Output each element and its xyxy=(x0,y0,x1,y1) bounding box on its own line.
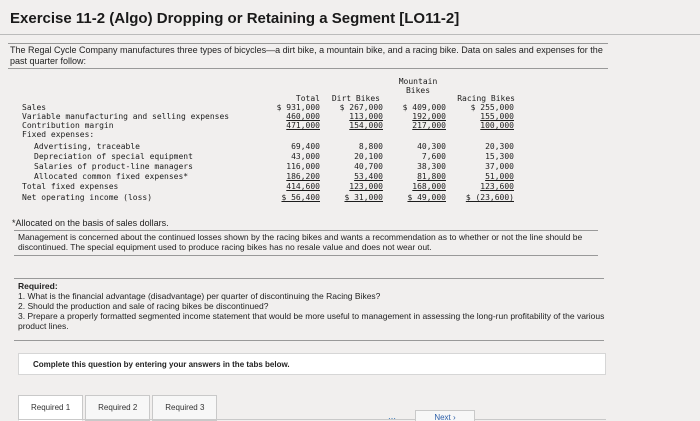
cell-dirt-sales: $ 267,000 xyxy=(339,103,383,112)
cell-total-depreciation: 43,000 xyxy=(291,152,320,161)
col-header-dirt: Dirt Bikes xyxy=(331,94,380,103)
col-header-total: Total xyxy=(295,94,320,103)
management-text: Management is concerned about the continued losses shown by the racing bikes and wants a recommendation as to whether or not the line should be discontinued. The special equipment used to produce racing bikes has no resale value and does not wear out. xyxy=(18,232,583,252)
tab-required-1[interactable]: Required 1 xyxy=(18,395,83,421)
cell-racing-contribution: 100,000 xyxy=(480,121,514,130)
cell-dirt-contribution: 154,000 xyxy=(349,121,383,130)
cell-racing-total-fixed: 123,600 xyxy=(480,182,514,191)
intro-text: The Regal Cycle Company manufactures three types of bicycles—a dirt bike, a mountain bike, and a racing bike. Data on sales and expenses for the past quarter follow: xyxy=(10,45,603,66)
cell-dirt-allocated: 53,400 xyxy=(354,172,383,181)
cell-total-advertising: 69,400 xyxy=(291,142,320,151)
cell-racing-sales: $ 255,000 xyxy=(470,103,514,112)
cell-mountain-allocated: 81,800 xyxy=(417,172,446,181)
row-label-allocated: Allocated common fixed expenses* xyxy=(34,172,189,181)
cell-total-total-fixed: 414,600 xyxy=(286,182,320,191)
required-section xyxy=(18,281,608,331)
page-title: Exercise 11-2 (Algo) Dropping or Retaining a Segment [LO11-2] xyxy=(10,10,460,27)
cell-dirt-variable: 113,000 xyxy=(349,112,383,121)
chevron-right-icon: › xyxy=(453,413,456,421)
cell-dirt-total-fixed: 123,000 xyxy=(349,182,383,191)
required-item-2: 2. Should the production and sale of racing bikes be discontinued? xyxy=(18,301,269,311)
cell-mountain-noi: $ 49,000 xyxy=(407,193,446,202)
row-label-fixed: Fixed expenses: xyxy=(22,130,95,139)
cell-racing-salaries: 37,000 xyxy=(485,162,514,171)
footnote: *Allocated on the basis of sales dollars. xyxy=(12,218,169,228)
next-button[interactable] xyxy=(415,410,475,421)
cell-mountain-advertising: 40,300 xyxy=(417,142,446,151)
grip-dots-icon: ⋯ xyxy=(388,414,397,421)
cell-mountain-contribution: 217,000 xyxy=(412,121,446,130)
cell-total-contribution: 471,000 xyxy=(286,121,320,130)
cell-mountain-salaries: 38,300 xyxy=(417,162,446,171)
row-label-advertising: Advertising, traceable xyxy=(34,142,140,151)
cell-mountain-depreciation: 7,600 xyxy=(421,152,446,161)
cell-racing-advertising: 20,300 xyxy=(485,142,514,151)
tab-required-3[interactable]: Required 3 xyxy=(152,395,217,421)
cell-mountain-sales: $ 409,000 xyxy=(402,103,446,112)
cell-dirt-salaries: 40,700 xyxy=(354,162,383,171)
cell-total-sales: $ 931,000 xyxy=(276,103,320,112)
cell-racing-depreciation: 15,300 xyxy=(485,152,514,161)
row-label-sales: Sales xyxy=(22,103,47,112)
cell-total-variable: 460,000 xyxy=(286,112,320,121)
required-item-3: 3. Prepare a properly formatted segmented income statement that would be more useful to management in assessing the long-run profitability of the various product lines. xyxy=(18,311,605,331)
cell-total-salaries: 116,000 xyxy=(286,162,320,171)
cell-total-allocated: 186,200 xyxy=(286,172,320,181)
tab-required-2[interactable]: Required 2 xyxy=(85,395,150,421)
cell-dirt-advertising: 8,800 xyxy=(358,142,383,151)
cell-racing-noi: $ (23,600) xyxy=(465,193,514,202)
tab-divider xyxy=(18,419,606,420)
next-label: Next xyxy=(434,413,451,421)
row-label-variable: Variable manufacturing and selling expenses xyxy=(22,112,230,121)
col-header-racing: Racing Bikes xyxy=(457,94,515,103)
cell-total-noi: $ 56,400 xyxy=(281,193,320,202)
col-header-mountain: Mountain Bikes xyxy=(398,77,438,95)
row-label-depreciation: Depreciation of special equipment xyxy=(34,152,193,161)
required-heading: Required: xyxy=(18,281,58,291)
answer-tabs xyxy=(18,395,219,421)
cell-dirt-depreciation: 20,100 xyxy=(354,152,383,161)
required-item-1: 1. What is the financial advantage (disadvantage) per quarter of discontinuing the Racing Bikes? xyxy=(18,291,381,301)
cell-mountain-total-fixed: 168,000 xyxy=(412,182,446,191)
complete-banner: Complete this question by entering your answers in the tabs below. xyxy=(18,353,606,375)
cell-dirt-noi: $ 31,000 xyxy=(344,193,383,202)
row-label-salaries: Salaries of product-line managers xyxy=(34,162,193,171)
cell-racing-allocated: 51,000 xyxy=(485,172,514,181)
cell-mountain-variable: 192,000 xyxy=(412,112,446,121)
title-divider xyxy=(0,34,700,35)
row-label-contribution: Contribution margin xyxy=(22,121,114,130)
row-label-total-fixed: Total fixed expenses xyxy=(22,182,119,191)
cell-racing-variable: 155,000 xyxy=(480,112,514,121)
row-label-noi: Net operating income (loss) xyxy=(22,193,153,202)
